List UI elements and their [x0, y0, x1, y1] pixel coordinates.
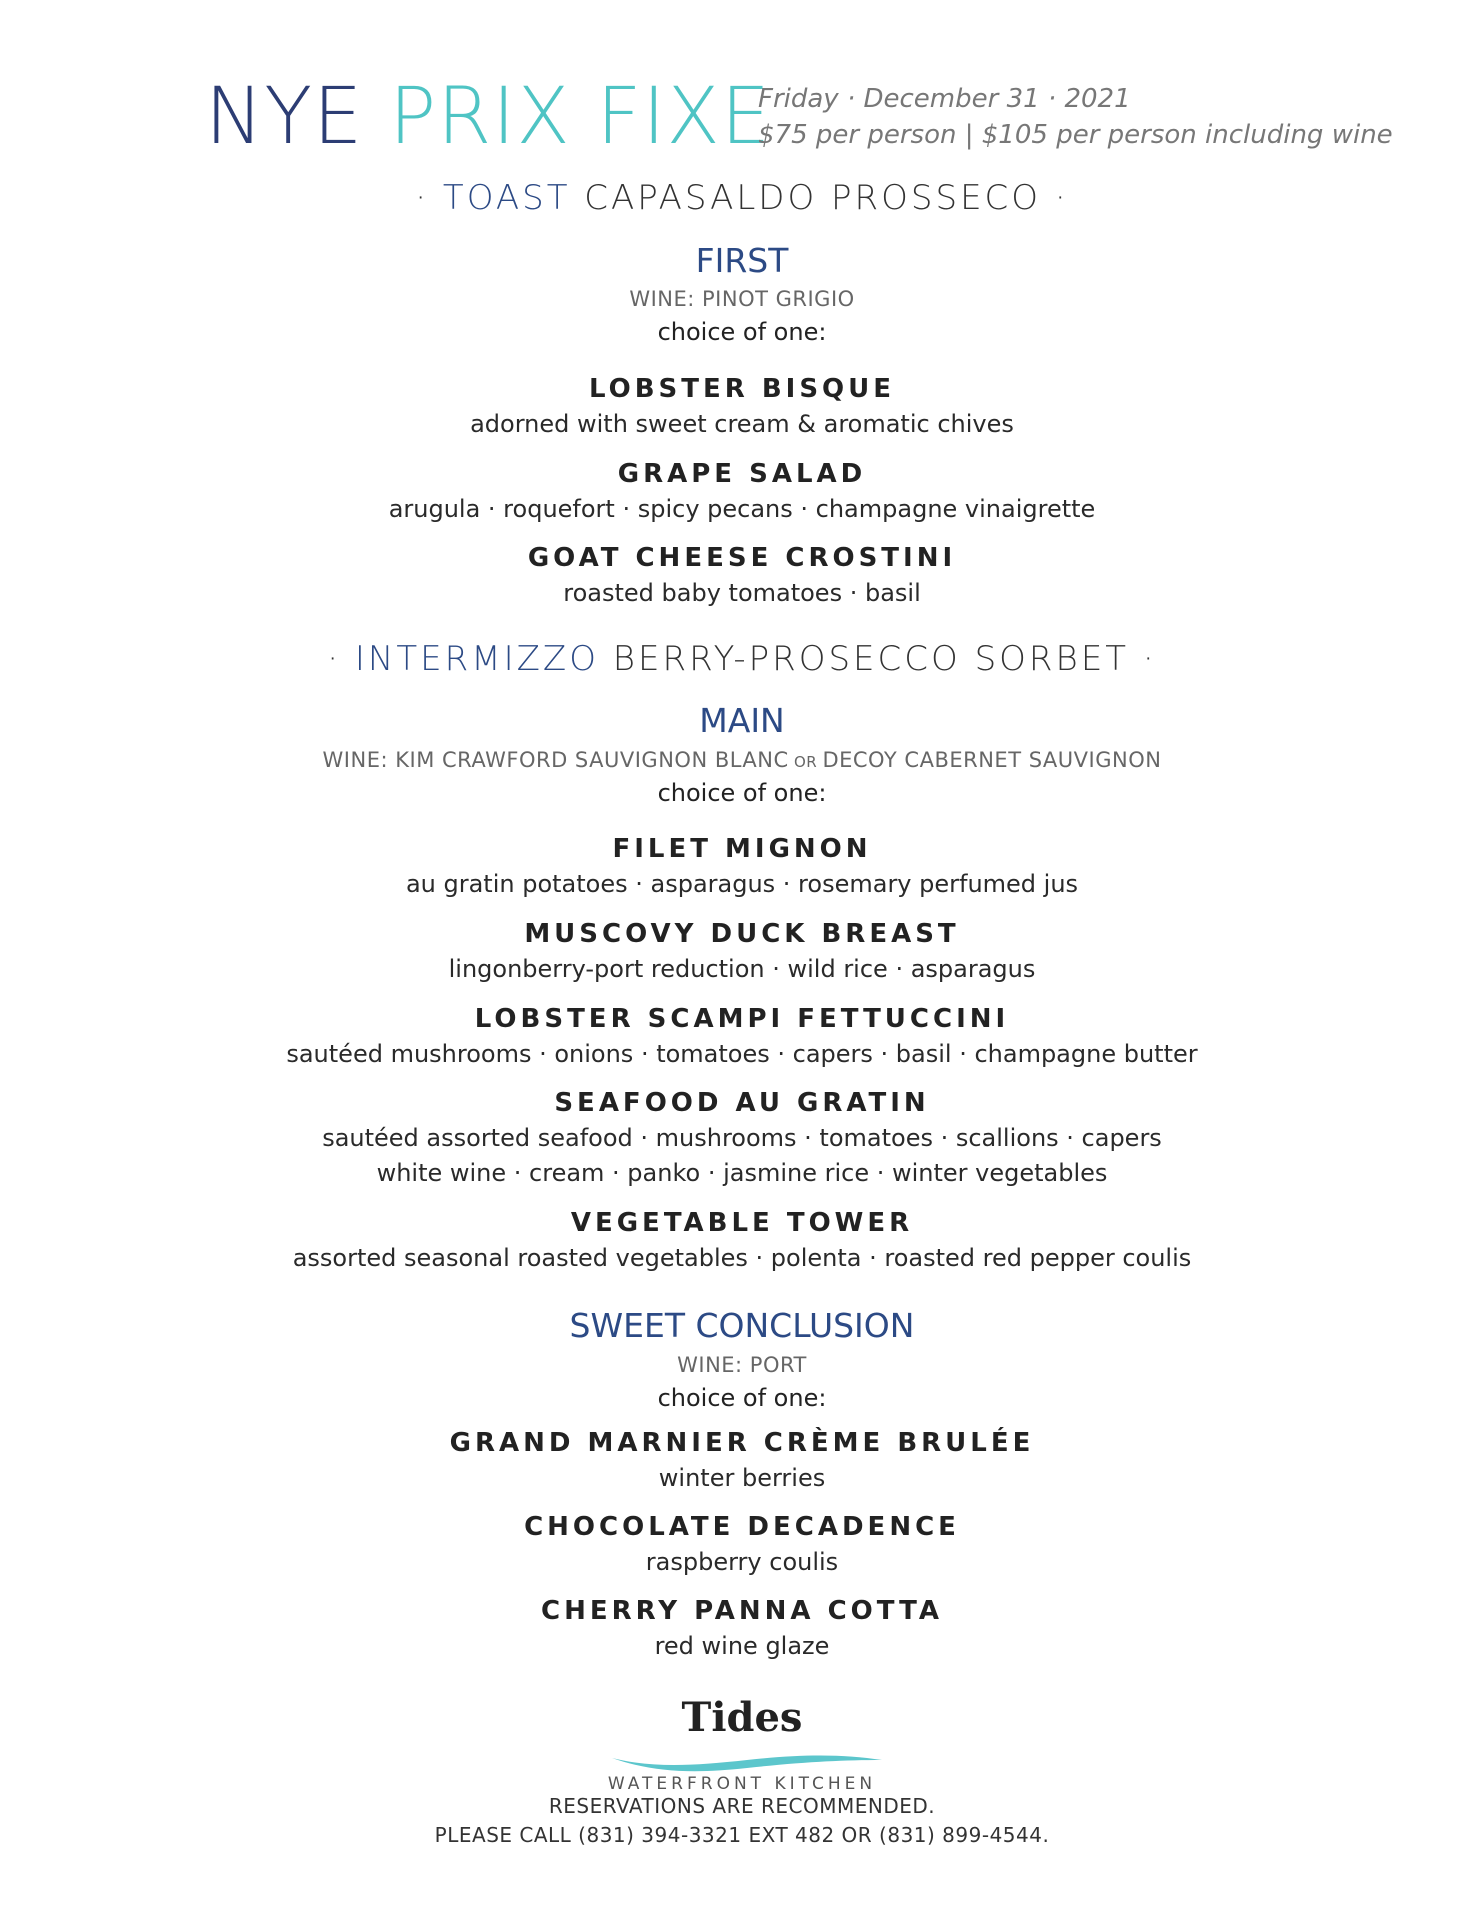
dish-description: roasted baby tomatoes · basil [563, 579, 921, 607]
dish-description: red wine glaze [654, 1632, 830, 1660]
dish-name: FILET MIGNON [612, 834, 872, 864]
title-prix-fixe: PRIX FIXE [389, 72, 772, 162]
title-nye: NYE [205, 72, 364, 162]
dish-name: GRAPE SALAD [617, 459, 867, 489]
dessert-wine: WINE: PORT [677, 1353, 807, 1377]
dessert-course-heading: SWEET CONCLUSION [569, 1306, 915, 1345]
event-date: Friday · December 31 · 2021 [758, 84, 1131, 114]
dish-description: assorted seasonal roasted vegetables · polenta · roasted red pepper coulis [292, 1244, 1192, 1272]
dish-description: winter berries [658, 1464, 826, 1492]
tides-logo-wordmark: Tides [681, 1694, 803, 1741]
first-wine: WINE: PINOT GRIGIO [629, 287, 855, 311]
reservation-note: RESERVATIONS ARE RECOMMENDED. [548, 1794, 936, 1818]
dish-description: sautéed assorted seafood · mushrooms · tomatoes · scallions · capers [322, 1124, 1162, 1152]
dish-description: au gratin potatoes · asparagus · rosemary perfumed jus [405, 870, 1079, 898]
dish-description-line2: white wine · cream · panko · jasmine rice · winter vegetables [376, 1159, 1108, 1187]
first-course-heading: FIRST [695, 241, 789, 280]
price-info: $75 per person | $105 per person including wine [758, 120, 1393, 150]
intermezzo-label: INTERMIZZO [354, 639, 599, 679]
dish-name: GOAT CHEESE CROSTINI [527, 543, 957, 573]
intermezzo-line: · INTERMIZZO BERRY-PROSECCO SORBET · [327, 639, 1157, 679]
intermezzo-item: BERRY-PROSECCO SORBET [598, 639, 1130, 679]
main-wine: WINE: KIM CRAWFORD SAUVIGNON BLANC OR DECOY CABERNET SAUVIGNON [322, 748, 1162, 772]
main-choice-note: choice of one: [657, 779, 827, 807]
logo-subtitle: WATERFRONT KITCHEN [607, 1774, 877, 1794]
toast-label: TOAST [442, 178, 571, 218]
toast-item: CAPASALDO PROSSECO [570, 178, 1042, 218]
dish-description: sautéed mushrooms · onions · tomatoes · capers · basil · champagne butter [286, 1040, 1198, 1068]
toast-line: · TOAST CAPASALDO PROSSECO · [415, 178, 1069, 218]
dish-name: GRAND MARNIER CRÈME BRULÉE [449, 1428, 1035, 1458]
dish-description: raspberry coulis [645, 1548, 839, 1576]
dish-description: lingonberry-port reduction · wild rice · asparagus [448, 955, 1036, 983]
dish-name: CHOCOLATE DECADENCE [524, 1512, 960, 1542]
dish-name: LOBSTER SCAMPI FETTUCCINI [474, 1004, 1010, 1034]
phone-contact: PLEASE CALL (831) 394-3321 EXT 482 OR (831) 899-4544. [434, 1823, 1050, 1847]
menu-title [205, 72, 771, 162]
dessert-choice-note: choice of one: [657, 1384, 827, 1412]
dish-description: arugula · roquefort · spicy pecans · champagne vinaigrette [388, 495, 1096, 523]
dish-name: LOBSTER BISQUE [588, 374, 896, 404]
dish-name: MUSCOVY DUCK BREAST [524, 919, 960, 949]
first-choice-note: choice of one: [657, 318, 827, 346]
main-course-heading: MAIN [699, 701, 785, 740]
dish-name: CHERRY PANNA COTTA [541, 1596, 943, 1626]
dish-name: SEAFOOD AU GRATIN [554, 1088, 930, 1118]
wave-logo-icon [612, 1744, 882, 1778]
dish-name: VEGETABLE TOWER [570, 1208, 914, 1238]
dish-description: adorned with sweet cream & aromatic chives [470, 410, 1014, 438]
